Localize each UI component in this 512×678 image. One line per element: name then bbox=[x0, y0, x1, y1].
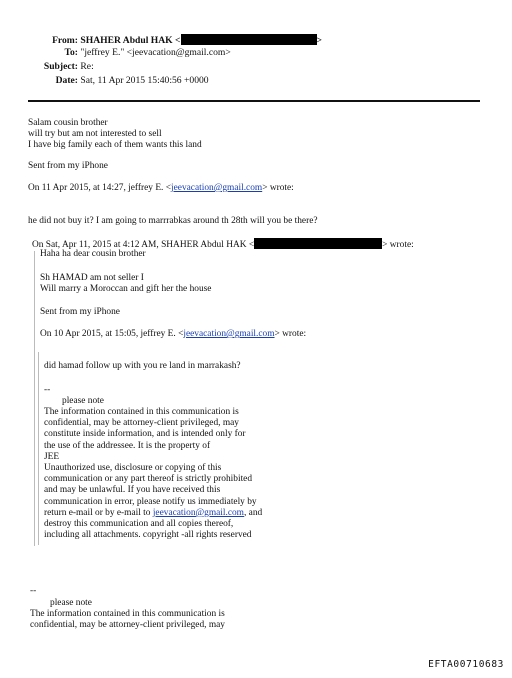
reply2-signature: Sent from my iPhone bbox=[40, 307, 120, 317]
disclaimer-line: including all attachments. copyright -all rights reserved bbox=[44, 530, 252, 541]
date-value: Sat, 11 Apr 2015 15:40:56 +0000 bbox=[80, 75, 209, 86]
from-tail: > bbox=[316, 35, 322, 46]
disclaimer-line: The information contained in this communication is bbox=[30, 609, 225, 619]
to-value: "jeffrey E." <jeevacation@gmail.com> bbox=[80, 47, 231, 58]
subject-label: Subject: bbox=[43, 61, 78, 72]
disclaimer-line: communication in error, please notify us immediately by bbox=[44, 496, 257, 507]
to-label: To: bbox=[64, 47, 78, 58]
reply1-line: will try but am not interested to sell bbox=[28, 129, 162, 140]
bottom-note-title: please note bbox=[50, 598, 92, 608]
disclaimer-line: destroy this communication and all copies thereof, bbox=[44, 519, 234, 530]
redaction-bar bbox=[181, 34, 317, 45]
jeffrey-message-2: did hamad follow up with you re land in marrakash? bbox=[44, 361, 241, 371]
from-label: From: bbox=[52, 35, 78, 46]
reply1-signature: Sent from my iPhone bbox=[28, 161, 108, 171]
reply2-line: Sh HAMAD am not seller I bbox=[40, 273, 144, 283]
reply1-line: Salam cousin brother bbox=[28, 118, 108, 128]
disclaimer-line: The information contained in this communication is bbox=[44, 407, 239, 417]
disclaimer-line: constitute inside information, and is intended only for bbox=[44, 429, 246, 440]
reply1-quote-header bbox=[28, 183, 294, 194]
disclaimer-line: confidential, may be attorney-client privileged, may bbox=[44, 418, 239, 429]
disclaimer-line: Unauthorized use, disclosure or copying of this bbox=[44, 463, 222, 474]
disclaimer-text: , and bbox=[243, 507, 263, 518]
quote-suffix: > wrote: bbox=[262, 183, 294, 193]
header-date-row bbox=[40, 75, 209, 86]
document-id: EFTA00710683 bbox=[428, 658, 504, 670]
quote-prefix: On Sat, Apr 11, 2015 at 4:12 AM, SHAHER Abdul HAK < bbox=[32, 240, 255, 250]
disclaimer-line: the use of the addressee. It is the property of bbox=[44, 440, 211, 451]
email-link[interactable]: jeevacation@gmail.com bbox=[152, 507, 244, 518]
quote-prefix: On 11 Apr 2015, at 14:27, jeffrey E. < bbox=[28, 183, 172, 193]
bottom-disclaimer bbox=[30, 609, 225, 631]
reply1-line: I have big family each of them wants this land bbox=[28, 140, 202, 151]
redaction-bar bbox=[254, 238, 382, 249]
quote-prefix: On 10 Apr 2015, at 15:05, jeffrey E. < bbox=[40, 329, 184, 339]
note-title: please note bbox=[62, 396, 104, 406]
disclaimer-line: JEE bbox=[44, 451, 60, 462]
disclaimer-text: return e-mail or by e-mail to bbox=[44, 507, 153, 518]
bottom-signature-dash: -- bbox=[30, 586, 37, 596]
reply2-body bbox=[40, 273, 211, 295]
signature-dash: -- bbox=[44, 385, 51, 395]
quote-bar bbox=[38, 352, 39, 545]
email-link[interactable]: jeevacation@gmail.com bbox=[171, 183, 263, 193]
quote-suffix: > wrote: bbox=[382, 240, 414, 250]
disclaimer-line: confidential, may be attorney-client privileged, may bbox=[30, 620, 225, 631]
quote-bar bbox=[34, 251, 35, 546]
header-divider bbox=[28, 100, 480, 102]
disclaimer-line: and may be unlawful. If you have received this bbox=[44, 485, 221, 496]
reply2-line: Will marry a Moroccan and gift her the house bbox=[40, 284, 212, 295]
from-value: SHAHER Abdul HAK < bbox=[80, 35, 181, 46]
quote-suffix: > wrote: bbox=[274, 329, 307, 339]
reply1-body bbox=[28, 118, 202, 152]
disclaimer-block bbox=[44, 407, 262, 541]
header-subject-row bbox=[40, 61, 94, 72]
reply2-inner-quote-header bbox=[40, 329, 306, 340]
disclaimer-email-line bbox=[44, 508, 262, 519]
disclaimer-line: communication or any part thereof is strictly prohibited bbox=[44, 474, 253, 485]
jeffrey-message-1: he did not buy it? I am going to marrrabkas around th 28th will you be there? bbox=[28, 216, 318, 226]
email-link[interactable]: jeevacation@gmail.com bbox=[183, 329, 275, 339]
header-from-row bbox=[40, 34, 322, 46]
header-to-row bbox=[40, 47, 231, 58]
date-label: Date: bbox=[55, 75, 78, 86]
subject-value: Re: bbox=[80, 61, 94, 72]
reply2-line1: Haha ha dear cousin brother bbox=[40, 249, 146, 259]
